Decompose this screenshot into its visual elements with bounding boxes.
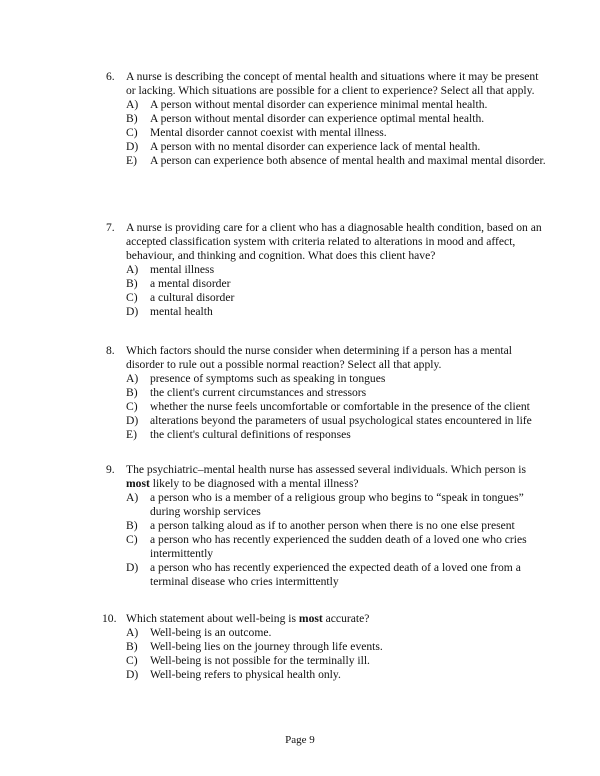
question-number: 8.: [106, 344, 115, 357]
option-a: A) Well-being is an outcome.: [126, 626, 272, 639]
question-number: 6.: [106, 70, 115, 83]
question-6: [106, 70, 550, 168]
option-b: B) the client's current circumstances and stressors: [126, 386, 367, 399]
option-d: D) mental health: [126, 305, 213, 318]
question-number: 10.: [102, 612, 117, 625]
option-d: D) Well-being refers to physical health only.: [126, 668, 341, 681]
options-list: [126, 263, 550, 319]
options-list: [126, 372, 550, 442]
option-d: D) alterations beyond the parameters of usual psychological states encountered in life: [126, 414, 532, 427]
question-stem: Which statement about well-being is most accurate?: [126, 612, 370, 625]
option-b: B) a person talking aloud as if to another person when there is no one else present: [126, 519, 515, 532]
option-e: E) A person can experience both absence of mental health and maximal mental disorder.: [126, 154, 546, 167]
question-8: [106, 344, 550, 442]
question-number: 7.: [106, 221, 115, 234]
question-number: 9.: [106, 463, 115, 476]
option-d: D) A person with no mental disorder can experience lack of mental health.: [126, 140, 481, 153]
options-list: [126, 491, 550, 589]
question-7: [106, 221, 550, 319]
emphasis: most: [126, 477, 150, 490]
option-e: E) the client's cultural definitions of responses: [126, 428, 351, 441]
question-10: [102, 612, 550, 682]
question-stem: A nurse is describing the concept of mental health and situations where it may be present or lacking. Which situations are possible for a client to experience? Select all that apply.: [126, 70, 539, 97]
option-b: B) a mental disorder: [126, 277, 231, 290]
option-a: A) mental illness: [126, 263, 215, 276]
question-9: [106, 463, 550, 589]
option-a: A) presence of symptoms such as speaking in tongues: [126, 372, 386, 385]
options-list: [126, 626, 550, 682]
option-b: B) Well-being lies on the journey through life events.: [126, 640, 383, 653]
option-c: C) whether the nurse feels uncomfortable or comfortable in the presence of the client: [126, 400, 530, 413]
option-d: D) a person who has recently experienced the expected death of a loved one from a terminal disease who cries intermittently: [126, 561, 521, 588]
question-stem: Which factors should the nurse consider when determining if a person has a mental disorder to rule out a possible normal reaction? Select all that apply.: [126, 344, 513, 371]
option-a: A) a person who is a member of a religious group who begins to “speak in tongues” during worship services: [126, 491, 524, 518]
question-stem: A nurse is providing care for a client who has a diagnosable health condition, based on an accepted classification system with criteria related to alterations in mood and affect, behaviour, and thinking and cognition. What does this client have?: [126, 221, 542, 262]
question-stem: The psychiatric–mental health nurse has assessed several individuals. Which person is most likely to be diagnosed with a mental illness?: [126, 463, 526, 490]
option-c: C) Mental disorder cannot coexist with mental illness.: [126, 126, 387, 139]
option-c: C) Well-being is not possible for the terminally ill.: [126, 654, 370, 667]
page-number: Page 9: [285, 734, 315, 746]
emphasis: most: [298, 612, 323, 625]
option-c: C) a cultural disorder: [126, 291, 235, 304]
options-list: [126, 98, 550, 168]
option-b: B) A person without mental disorder can experience optimal mental health.: [126, 112, 485, 125]
option-c: C) a person who has recently experienced the sudden death of a loved one who cries intermittently: [126, 533, 527, 560]
option-a: A) A person without mental disorder can experience minimal mental health.: [126, 98, 488, 111]
